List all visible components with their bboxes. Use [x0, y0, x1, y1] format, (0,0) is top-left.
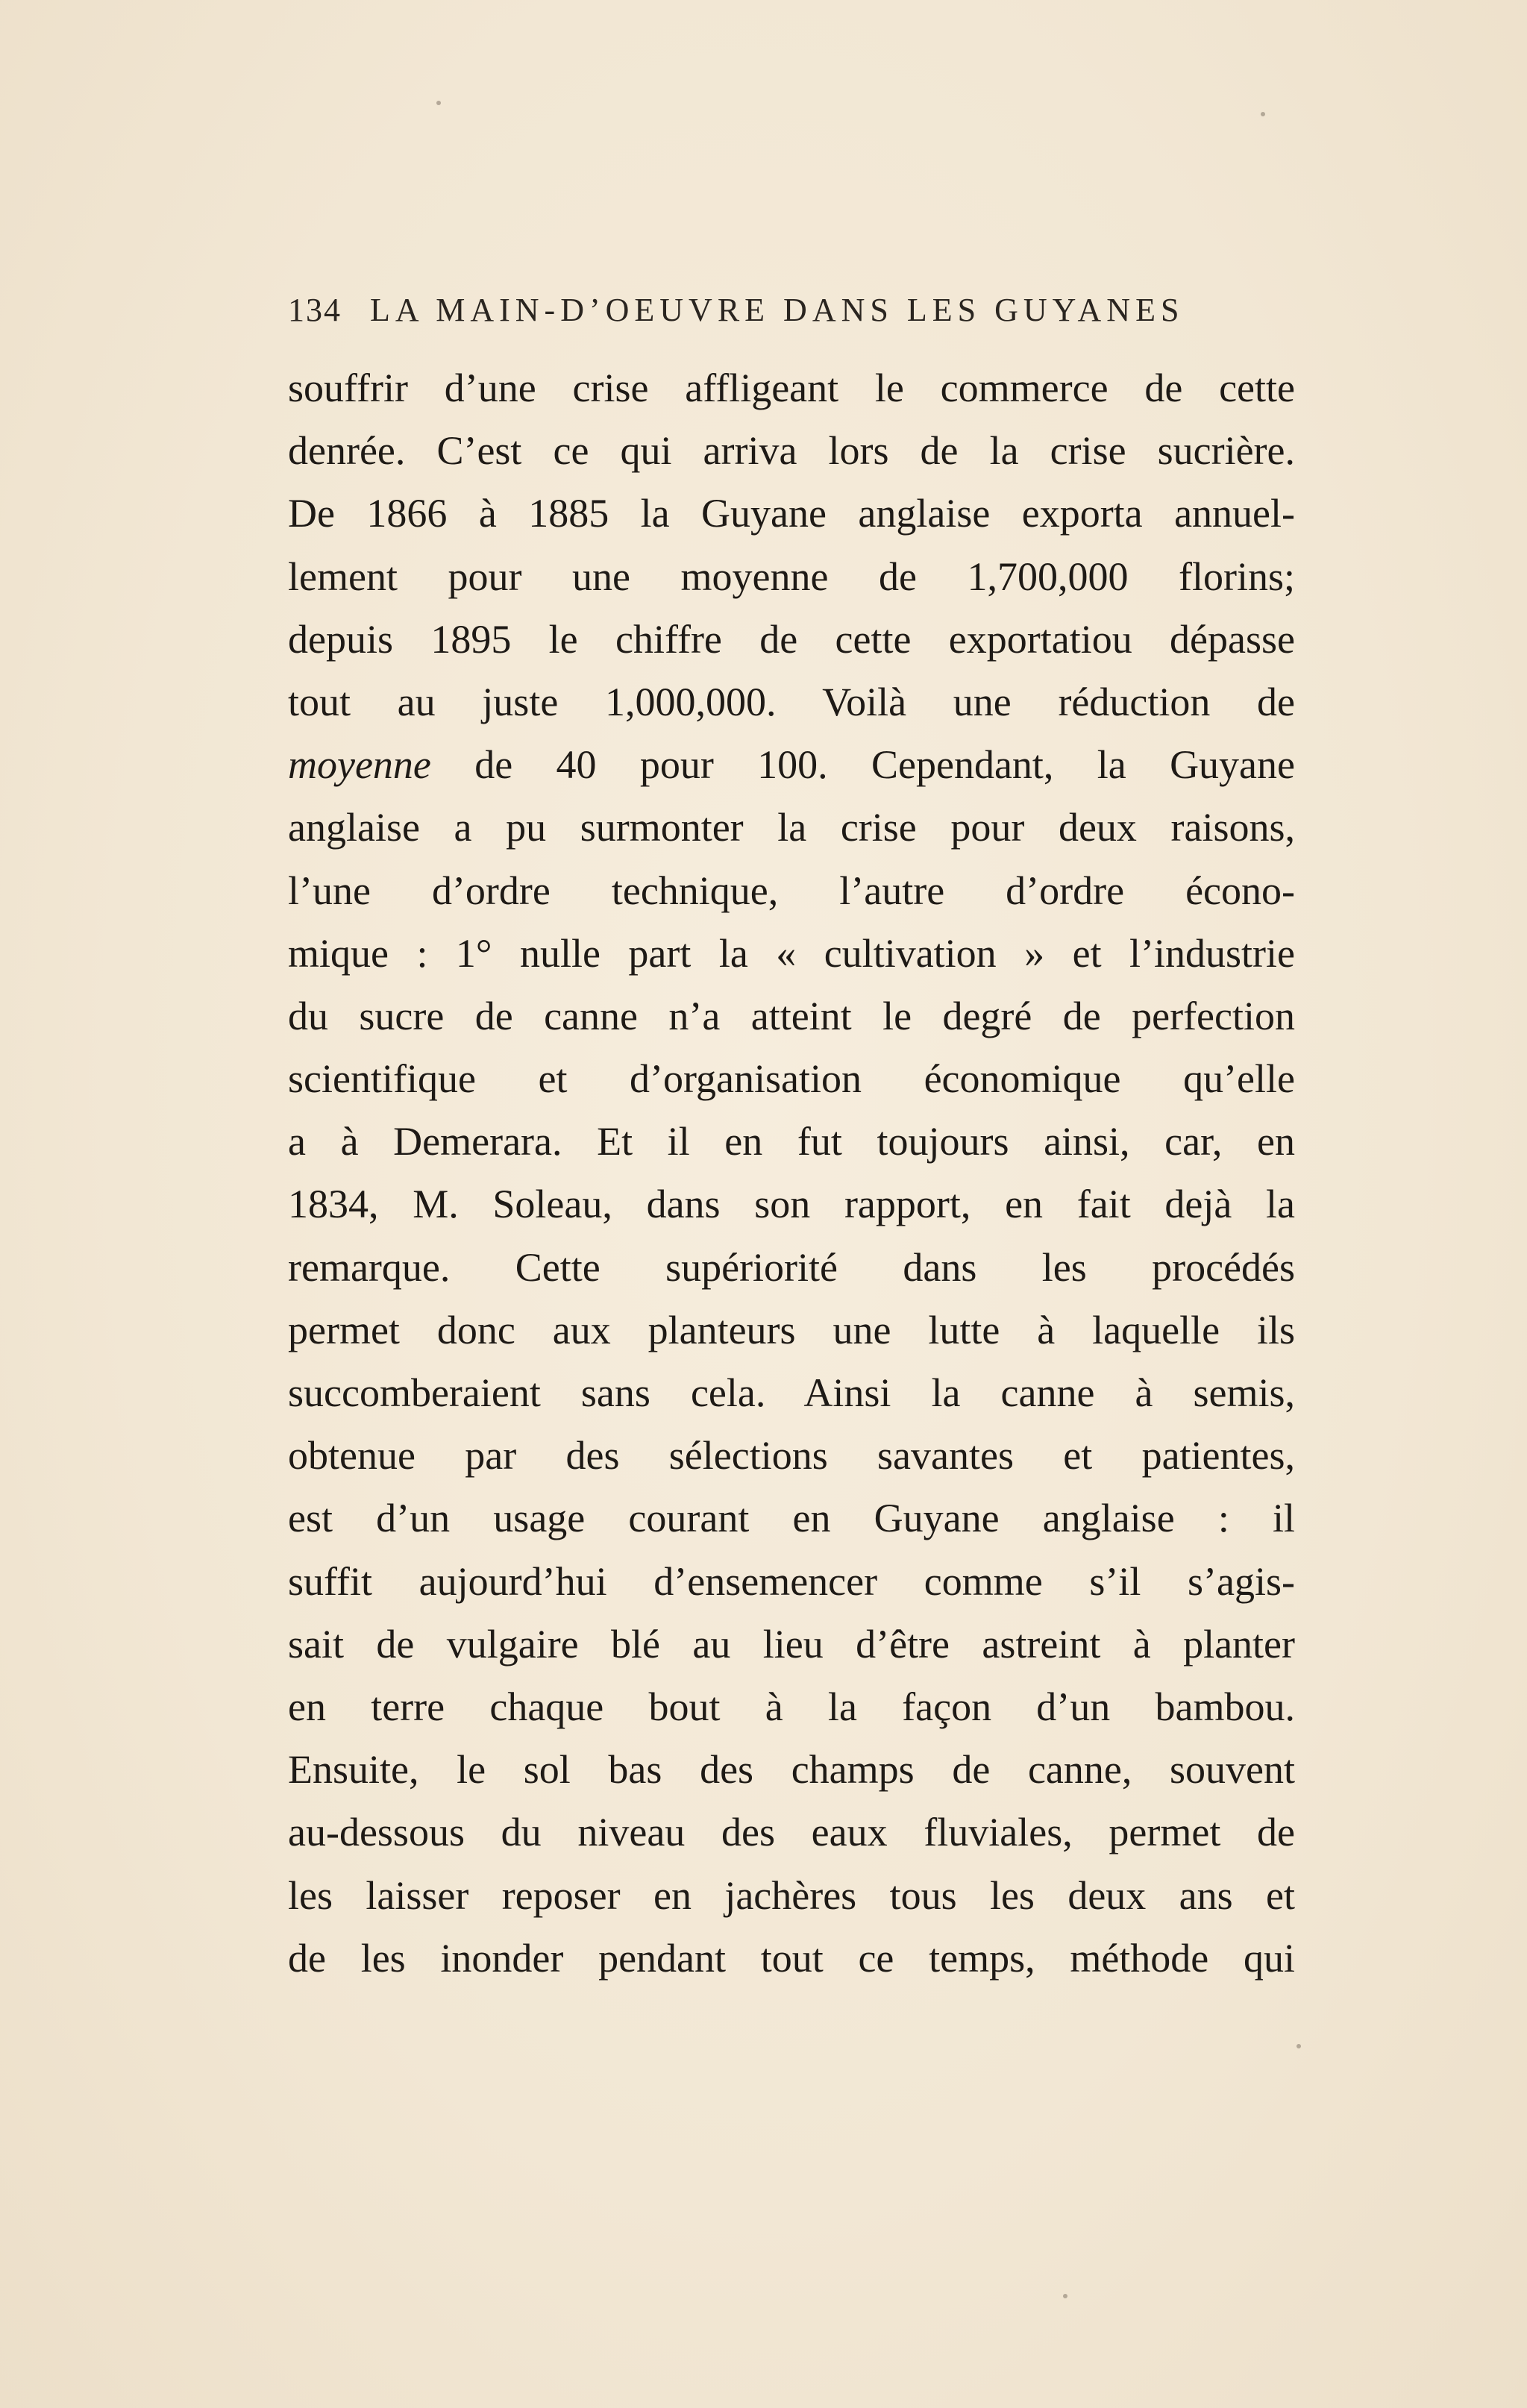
text-line: denrée. C’est ce qui arriva lors de la crise sucrière. [288, 428, 1295, 474]
text-line: les laisser reposer en jachères tous les deux ans et [288, 1872, 1295, 1918]
text-line: de les inonder pendant tout ce temps, méthode qui [288, 1935, 1295, 1981]
text-line: depuis 1895 le chiffre de cette exportatiou dépasse [288, 616, 1295, 662]
body-text [288, 357, 1295, 1990]
paper-speck [1063, 2294, 1067, 2298]
running-title: LA MAIN-D’OEUVRE DANS LES GUYANES [370, 292, 1185, 328]
text-line: lement pour une moyenne de 1,700,000 florins; [288, 554, 1295, 599]
text-line: l’une d’ordre technique, l’autre d’ordre écono- [288, 868, 1295, 913]
page-number: 134 [288, 292, 342, 328]
text-line: suffit aujourd’hui d’ensemencer comme s’il s’agis- [288, 1558, 1295, 1604]
paper-speck [436, 101, 441, 105]
text-line: scientifique et d’organisation économique qu’elle [288, 1056, 1295, 1102]
text-line: mique : 1° nulle part la « cultivation » et l’industrie [288, 930, 1295, 976]
text-line: Ensuite, le sol bas des champs de canne, souvent [288, 1747, 1295, 1793]
text-line: a à Demerara. Et il en fut toujours ainsi, car, en [288, 1119, 1295, 1164]
text-line: est d’un usage courant en Guyane anglaise : il [288, 1496, 1295, 1541]
text-line: permet donc aux planteurs une lutte à laquelle ils [288, 1307, 1295, 1352]
paper-speck [1261, 112, 1265, 116]
text-line: 1834, M. Soleau, dans son rapport, en fait dejà la [288, 1182, 1295, 1227]
text-line: du sucre de canne n’a atteint le degré de perfection [288, 993, 1295, 1038]
text-line: tout au juste 1,000,000. Voilà une réduction de [288, 679, 1295, 724]
text-line: au-dessous du niveau des eaux fluviales, permet de [288, 1810, 1295, 1855]
text-line [288, 733, 1295, 796]
text-line: en terre chaque bout à la façon d’un bambou. [288, 1684, 1295, 1729]
italic-word: moyenne [288, 742, 431, 788]
running-header [288, 288, 1295, 333]
text-line: sait de vulgaire blé au lieu d’être astreint à planter [288, 1621, 1295, 1667]
text-line: remarque. Cette supériorité dans les procédés [288, 1244, 1295, 1290]
text-line: De 1866 à 1885 la Guyane anglaise exporta annuel- [288, 491, 1295, 536]
text-line: souffrir d’une crise affligeant le commerce de cette [288, 366, 1295, 410]
paper-speck [1296, 2044, 1301, 2048]
text-line: anglaise a pu surmonter la crise pour deux raisons, [288, 805, 1295, 850]
text-line: succomberaient sans cela. Ainsi la canne à semis, [288, 1370, 1295, 1415]
line-rest: de 40 pour 100. Cependant, la Guyane [430, 742, 1295, 788]
text-line: obtenue par des sélections savantes et patientes, [288, 1433, 1295, 1479]
